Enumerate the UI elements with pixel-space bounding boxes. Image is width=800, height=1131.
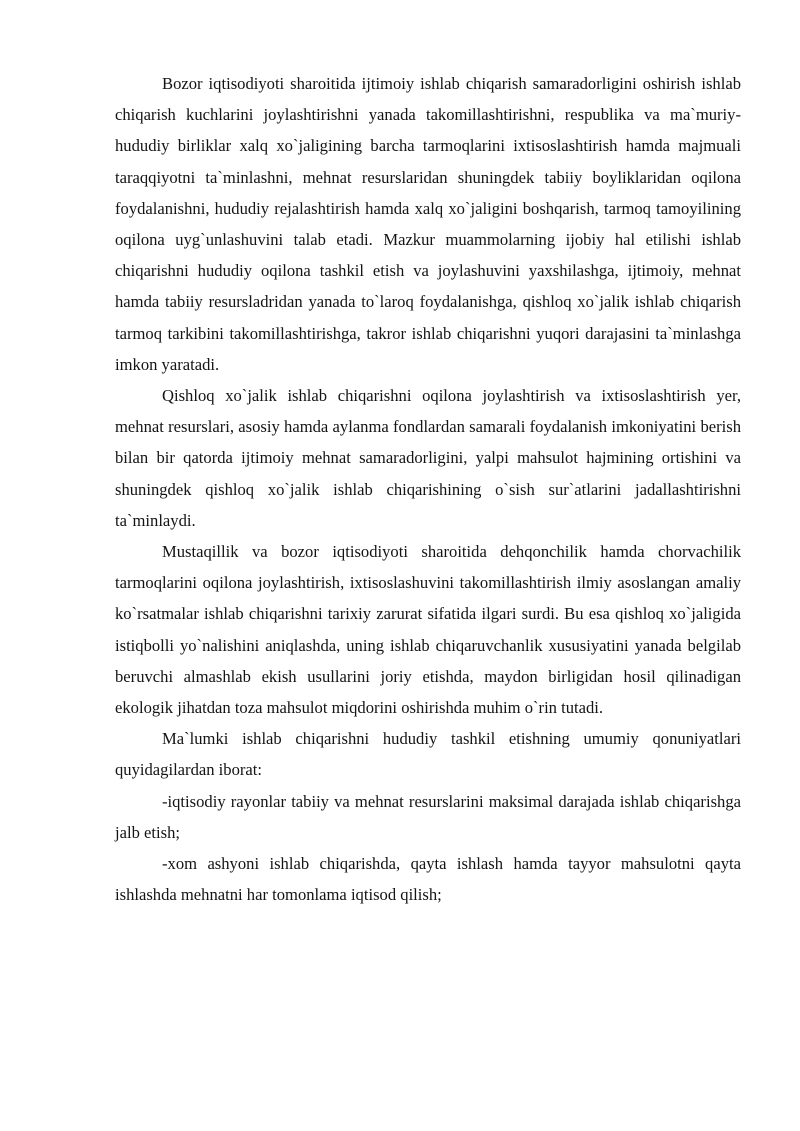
paragraph-6: -xom ashyoni ishlab chiqarishda, qayta ishlash hamda tayyor mahsulotni qayta ishlashda mehnatni har tomonlama iqtisod qilish; [115,854,741,905]
paragraph-1: Bozor iqtisodiyoti sharoitida ijtimoiy ishlab chiqarish samaradorligini oshirish ishlab chiqarish kuchlarini joylashtirishni yanada takomillashtirishni, respublika va ma`muriy-hududiy birliklar xalq xo`jaligining barcha tarmoqlarini ixtisoslashtirish hamda majmuali taraqqiyotni ta`minlashni, mehnat resurslaridan shuningdek tabiiy boyliklaridan oqilona foydalanishni, hududiy rejalashtirish hamda xalq xo`jaligini boshqarish, tarmoq tamoyilining oqilona uyg`unlashuvini talab etadi. Mazkur muammolarning ijobiy hal etilishi ishlab chiqarishni hududiy oqilona tashkil etish va joylashuvini yaxshilashga, ijtimoiy, mehnat hamda tabiiy resursladridan yanada to`laroq foydalanishga, qishloq xo`jalik ishlab chiqarish tarmoq tarkibini takomillashtirishga, takror ishlab chiqarishni yuqori darajasini ta`minlashga imkon yaratadi. [115,74,741,374]
paragraph-4: Ma`lumki ishlab chiqarishni hududiy tashkil etishning umumiy qonuniyatlari quyidagilardan iborat: [115,729,741,780]
paragraph-2: Qishloq xo`jalik ishlab chiqarishni oqilona joylashtirish va ixtisoslashtirish yer, mehnat resurslari, asosiy hamda aylanma fondlardan samarali foydalanish imkoniyatini berish bilan bir qatorda ijtimoiy mehnat samaradorligini, yalpi mahsulot hajmining ortishini va shuningdek qishloq xo`jalik ishlab chiqarishining o`sish sur`atlarini jadallashtirishni ta`minlaydi. [115,386,741,530]
paragraph-3: Mustaqillik va bozor iqtisodiyoti sharoitida dehqonchilik hamda chorvachilik tarmoqlarini oqilona joylashtirish, ixtisoslashuvini takomillashtirish ilmiy asoslangan amaliy ko`rsatmalar ishlab chiqarishni tarixiy zarurat sifatida ilgari surdi. Bu esa qishloq xo`jaligida istiqbolli yo`nalishini aniqlashda, uning ishlab chiqaruvchanlik xususiyatini yanada belgilab beruvchi almashlab ekish usullarini joriy etishda, maydon birligidan hosil qilinadigan ekologik jihatdan toza mahsulot miqdorini oshirishda muhim o`rin tutadi. [115,542,741,718]
document-page [115,68,741,910]
paragraph-5: -iqtisodiy rayonlar tabiiy va mehnat resurslarini maksimal darajada ishlab chiqarishga jalb etish; [115,791,741,842]
